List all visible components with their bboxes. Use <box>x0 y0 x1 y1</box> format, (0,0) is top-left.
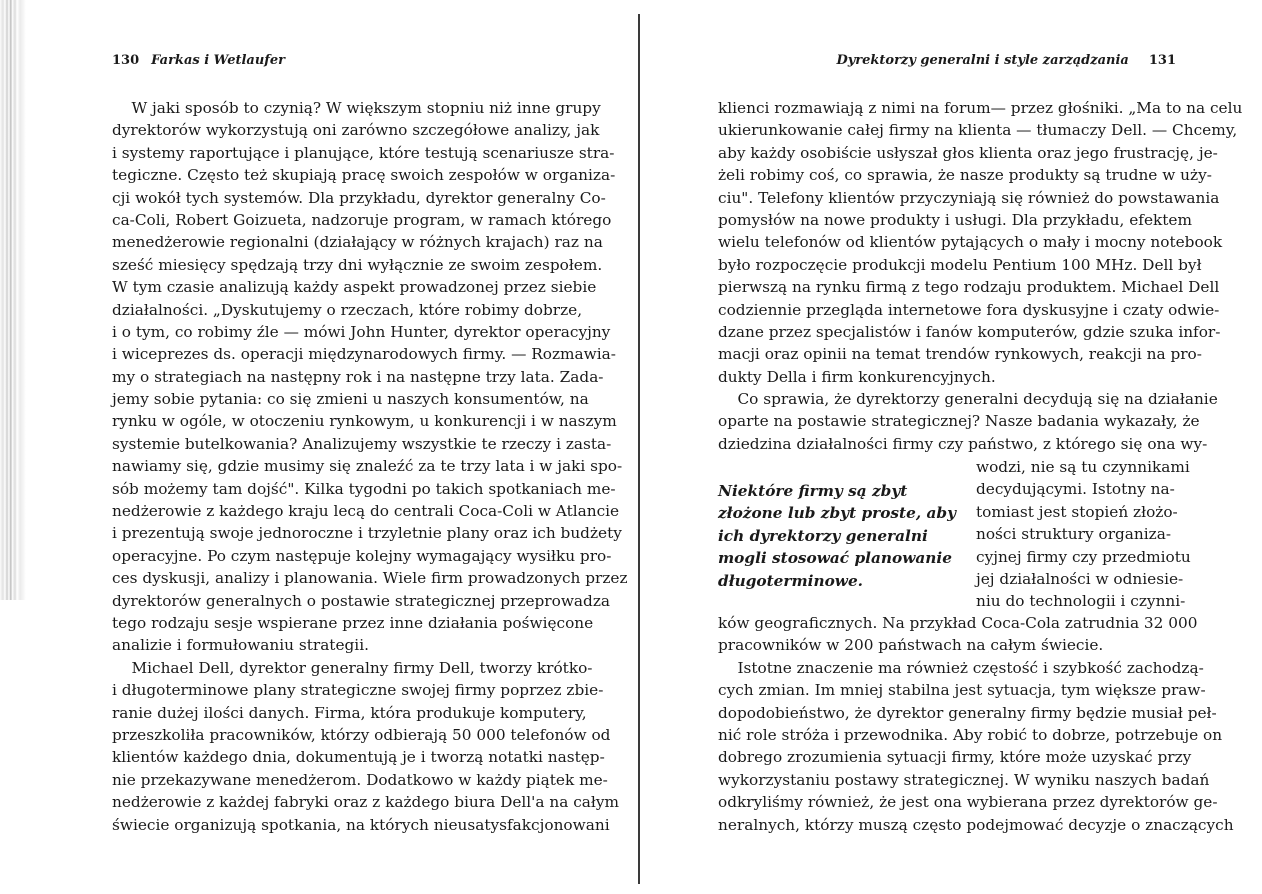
text-line: nawiamy się, gdzie musimy się znaleźć za te trzy lata i w jaki spo- <box>112 457 623 476</box>
text-line: odkryliśmy również, że jest ona wybierana przez dyrektorów ge- <box>718 793 1218 812</box>
text-line: operacyjne. Po czym następuje kolejny wymagający wysiłku pro- <box>112 546 612 565</box>
text-line: dyrektorów generalnych o postawie strategicznej przeprowadza <box>112 591 611 610</box>
text-line: Co sprawia, że dyrektorzy generalni decydują się na działanie <box>718 390 1218 409</box>
left-running-head-title: Farkas i Wetlaufer <box>151 53 286 68</box>
text-line: Michael Dell, dyrektor generalny firmy Dell, tworzy krótko- <box>112 658 593 677</box>
text-line: ces dyskusji, analizy i planowania. Wiele firm prowadzonych przez <box>112 569 628 588</box>
text-line: tomiast jest stopień złożo- <box>976 502 1178 521</box>
pull-quote-line: ich dyrektorzy generalni <box>718 526 928 545</box>
text-line: nić role stróża i przewodnika. Aby robić to dobrze, potrzebuje on <box>718 725 1223 744</box>
left-running-head <box>112 53 285 68</box>
right-body-text-top <box>718 97 1243 455</box>
text-line: systemie butelkowania? Analizujemy wszystkie te rzeczy i zasta- <box>112 434 612 453</box>
text-line: klienci rozmawiają z nimi na forum— przez głośniki. „Ma to na celu <box>718 99 1243 117</box>
text-line: W jaki sposób to czynią? W większym stopniu niż inne grupy <box>112 99 601 117</box>
text-line: było rozpoczęcie produkcji modelu Pentium 100 MHz. Dell był <box>718 255 1202 274</box>
text-line: sześć miesięcy spędzają trzy dni wyłącznie ze swoim zespołem. <box>112 255 603 274</box>
text-line: i długoterminowe plany strategiczne swojej firmy poprzez zbie- <box>112 681 604 700</box>
text-line: tego rodzaju sesje wspierane przez inne działania poświęcone <box>112 613 594 632</box>
pull-quote-line: mogli stosować planowanie <box>718 549 952 568</box>
text-line: dyrektorów wykorzystują oni zarówno szczegółowe analizy, jak <box>112 121 600 140</box>
pull-quote <box>718 480 970 592</box>
text-line: decydującymi. Istotny na- <box>976 480 1175 499</box>
pull-quote-line: złożone lub zbyt proste, aby <box>718 504 956 523</box>
text-line: wykorzystaniu postawy strategicznej. W wyniku naszych badań <box>718 770 1210 789</box>
text-line: dobrego zrozumienia sytuacji firmy, które może uzyskać przy <box>718 748 1192 767</box>
text-line: ciu". Telefony klientów przyczyniają się również do powstawania <box>718 188 1220 207</box>
text-line: menedżerowie regionalni (działający w różnych krajach) raz na <box>112 233 603 252</box>
text-line: cych zmian. Im mniej stabilna jest sytuacja, tym większe praw- <box>718 681 1206 700</box>
text-line: nedżerowie z każdego kraju lecą do centrali Coca-Coli w Atlancie <box>112 502 620 521</box>
right-running-head-title: Dyrektorzy generalni i style zarządzania <box>836 53 1129 68</box>
text-line: ności struktury organiza- <box>976 525 1172 544</box>
text-line: pierwszą na rynku firmą z tego rodzaju produktem. Michael Dell <box>718 278 1220 297</box>
right-body-text-bottom <box>718 612 1234 836</box>
text-line: cyjnej firmy czy przedmiotu <box>976 547 1191 566</box>
text-line: świecie organizują spotkania, na których nieusatysfakcjonowani <box>112 815 610 834</box>
text-line: codziennie przegląda internetowe fora dyskusyjne i czaty odwie- <box>718 300 1220 319</box>
text-line: żeli robimy coś, co sprawia, że nasze produkty są trudne w uży- <box>718 166 1212 185</box>
text-line: ca-Coli, Robert Goizueta, nadzoruje program, w ramach którego <box>112 210 612 229</box>
left-body-text <box>112 97 628 836</box>
text-line: oparte na postawie strategicznej? Nasze badania wykazały, że <box>718 412 1200 431</box>
text-line: sób możemy tam dojść". Kilka tygodni po takich spotkaniach me- <box>112 479 616 498</box>
text-line: pomysłów na nowe produkty i usługi. Dla przykładu, efektem <box>718 210 1192 229</box>
text-line: ukierunkowanie całej firmy na klienta — tłumaczy Dell. — Chcemy, <box>718 121 1238 140</box>
text-line: ranie dużej ilości danych. Firma, która produkuje komputery, <box>112 703 587 722</box>
text-line: W tym czasie analizują każdy aspekt prowadzonej przez siebie <box>112 278 597 297</box>
text-line: my o strategiach na następny rok i na następne trzy lata. Zada- <box>112 367 604 386</box>
text-line: jej działalności w odniesie- <box>976 569 1184 588</box>
text-line: neralnych, którzy muszą często podejmować decyzje o znaczących <box>718 815 1234 834</box>
text-line: tegiczne. Często też skupiają pracę swoich zespołów w organiza- <box>112 166 616 185</box>
left-page-number: 130 <box>112 53 140 68</box>
pull-quote-line: Niektóre firmy są zbyt <box>718 482 908 500</box>
text-line: macji oraz opinii na temat trendów rynkowych, reakcji na pro- <box>718 345 1202 364</box>
text-line: rynku w ogóle, w otoczeniu rynkowym, u konkurencji i w naszym <box>112 412 617 431</box>
text-line: dzane przez specjalistów i fanów komputerów, gdzie szuka infor- <box>718 322 1221 341</box>
text-line: cji wokół tych systemów. Dla przykładu, dyrektor generalny Co- <box>112 188 606 207</box>
text-line: nedżerowie z każdej fabryki oraz z każdego biura Dell'a na całym <box>112 793 619 812</box>
text-line: i o tym, co robimy źle — mówi John Hunter, dyrektor operacyjny <box>112 322 611 341</box>
text-line: działalności. „Dyskutujemy o rzeczach, które robimy dobrze, <box>112 300 583 319</box>
text-line: i wiceprezes ds. operacji międzynarodowych firmy. — Rozmawia- <box>112 345 616 364</box>
pull-quote-line: długoterminowe. <box>718 571 864 590</box>
text-line: dukty Della i firm konkurencyjnych. <box>718 367 996 386</box>
text-line: dopodobieństwo, że dyrektor generalny firmy będzie musiał peł- <box>718 703 1217 722</box>
text-line: ków geograficznych. Na przykład Coca-Cola zatrudnia 32 000 <box>718 614 1198 632</box>
text-line: niu do technologii i czynni- <box>976 592 1186 611</box>
text-line: przeszkoliła pracowników, którzy odbierają 50 000 telefonów od <box>112 725 611 744</box>
text-line: wodzi, nie są tu czynnikami <box>976 458 1190 476</box>
right-page-number: 131 <box>1148 53 1176 68</box>
text-line: i prezentują swoje jednoroczne i trzyletnie plany oraz ich budżety <box>112 524 622 543</box>
text-line: aby każdy osobiście usłyszał głos klienta oraz jego frustrację, je- <box>718 143 1218 162</box>
text-line: wielu telefonów od klientów pytających o mały i mocny notebook <box>718 233 1223 252</box>
text-line: pracowników w 200 państwach na całym świecie. <box>718 636 1104 655</box>
right-running-head <box>836 53 1176 68</box>
right-body-text-wrap <box>976 456 1191 613</box>
text-line: jemy sobie pytania: co się zmieni u naszych konsumentów, na <box>112 390 589 409</box>
text-line: analizie i formułowaniu strategii. <box>112 636 369 655</box>
text-line: klientów każdego dnia, dokumentują je i tworzą notatki następ- <box>112 748 605 767</box>
text-line: Istotne znaczenie ma również częstość i szybkość zachodzą- <box>718 658 1204 677</box>
right-page <box>640 0 1262 894</box>
text-line: i systemy raportujące i planujące, które testują scenariusze stra- <box>112 143 615 162</box>
text-line: nie przekazywane menedżerom. Dodatkowo w każdy piątek me- <box>112 770 608 789</box>
text-line: dziedzina działalności firmy czy państwo, z którego się ona wy- <box>718 434 1208 453</box>
